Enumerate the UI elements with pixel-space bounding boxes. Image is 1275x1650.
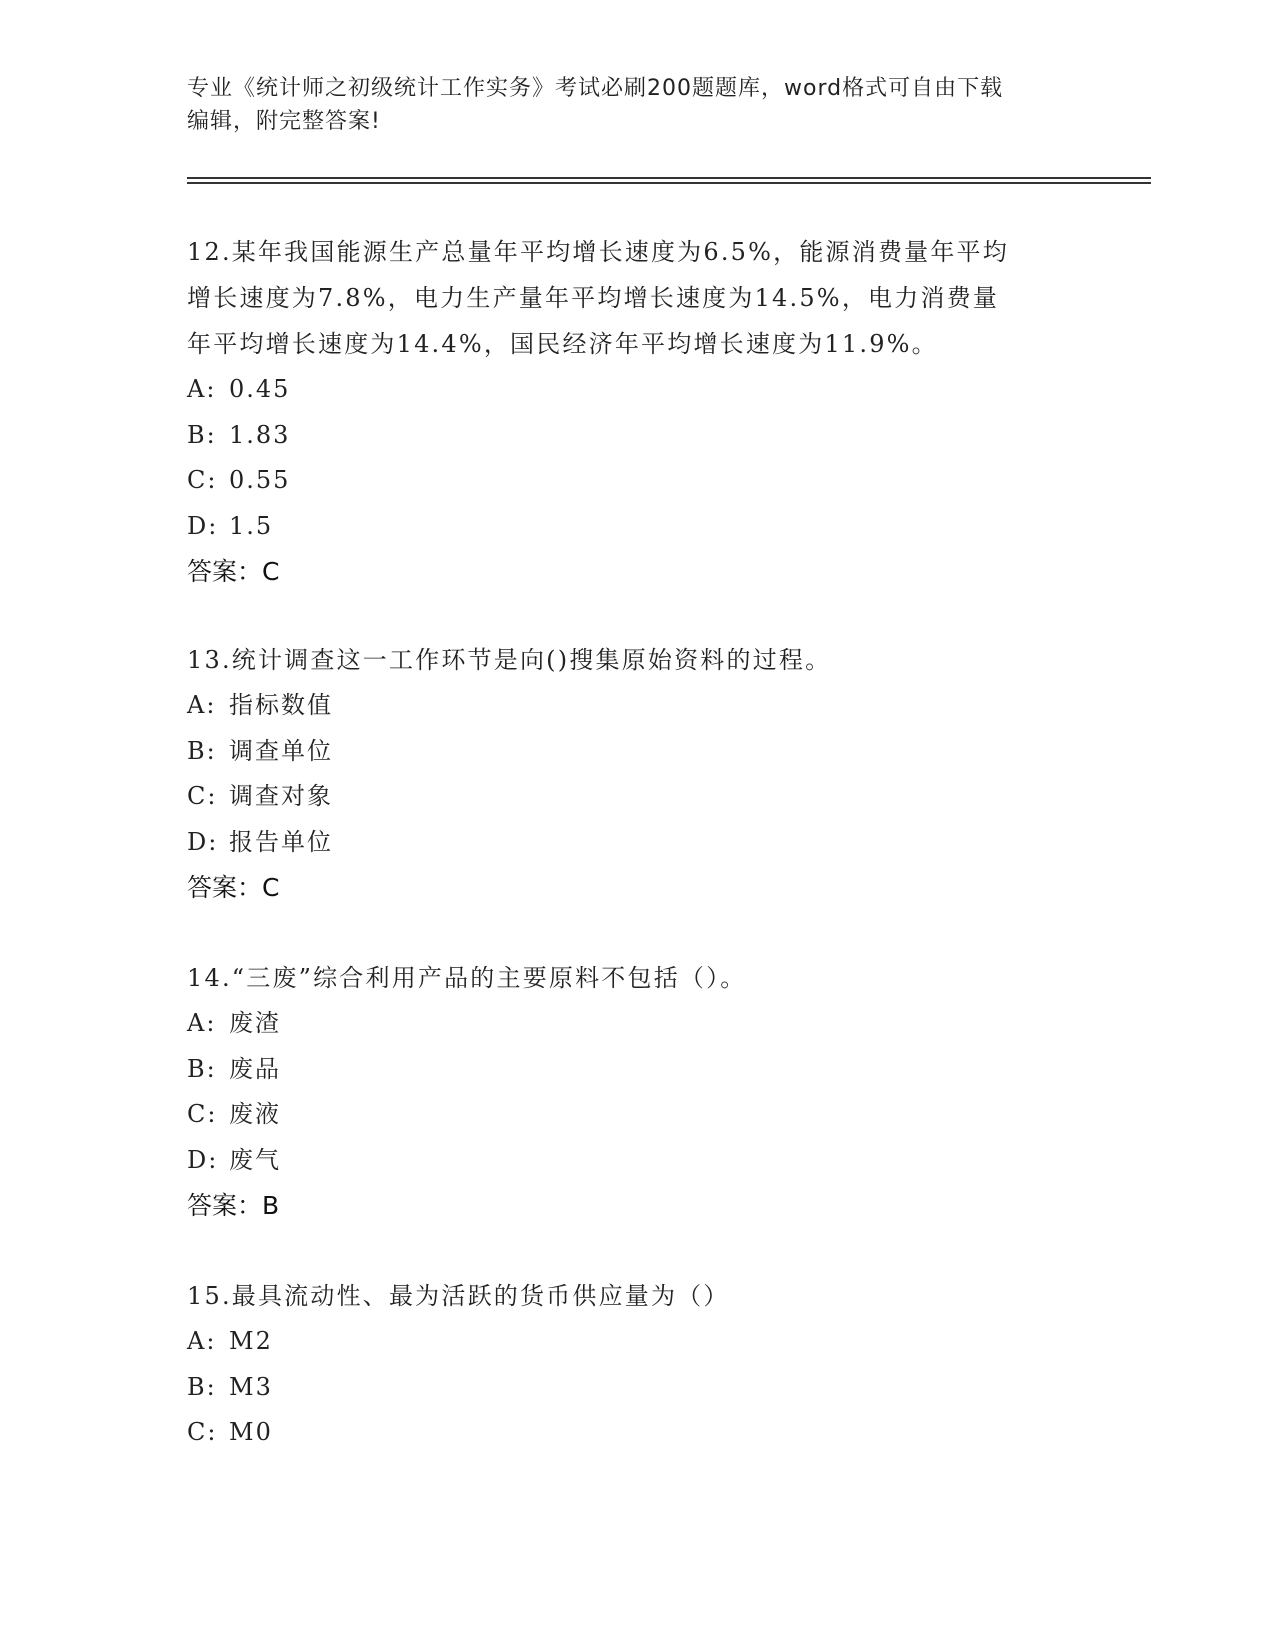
option-letter: C: [187, 1100, 218, 1128]
option-text: 0.45 [229, 375, 291, 403]
question-15 [187, 1273, 1087, 1456]
option-text: 1.5 [229, 511, 274, 540]
option-letter: A: [187, 1009, 217, 1037]
option-letter: A: [187, 1327, 217, 1355]
question-13 [187, 637, 1087, 911]
question-stem-line: 增长速度为7.8%，电力生产量年平均增长速度为14.5%，电力消费量 [187, 284, 1000, 312]
answer-line: 答案：C [187, 557, 280, 586]
document-header [187, 72, 1087, 138]
header-line-2: 编辑，附完整答案! [187, 109, 381, 134]
option-b [187, 1047, 1087, 1093]
option-a [187, 683, 1087, 729]
option-letter: C: [187, 466, 218, 494]
option-letter: A: [187, 691, 217, 719]
option-text: 调查对象 [229, 782, 333, 810]
header-divider-bottom [187, 182, 1151, 184]
answer-line: 答案：C [187, 873, 280, 902]
option-c [187, 1410, 1087, 1456]
option-b [187, 413, 1087, 459]
option-letter: D: [187, 827, 219, 856]
option-b [187, 1365, 1087, 1411]
option-letter: C: [187, 1418, 218, 1446]
option-text: 报告单位 [229, 827, 333, 856]
option-text: 0.55 [229, 466, 291, 494]
option-a [187, 367, 1087, 413]
option-text: 废品 [229, 1054, 281, 1083]
option-text: M0 [229, 1418, 273, 1446]
option-text: 废气 [229, 1145, 281, 1174]
question-stem-line: 12.某年我国能源生产总量年平均增长速度为6.5%，能源消费量年平均 [187, 238, 1009, 266]
option-d [187, 504, 1087, 550]
header-line-1: 专业《统计师之初级统计工作实务》考试必刷200题题库，word格式可自由下载 [187, 76, 1004, 101]
option-letter: D: [187, 1145, 219, 1174]
option-letter: B: [187, 736, 217, 765]
option-text: 废液 [229, 1100, 281, 1128]
question-stem-line: 13.统计调查这一工作环节是向()搜集原始资料的过程。 [187, 646, 832, 674]
option-letter: D: [187, 511, 219, 540]
option-a [187, 1319, 1087, 1365]
option-c [187, 458, 1087, 504]
option-text: M3 [229, 1372, 273, 1401]
option-letter: B: [187, 1054, 217, 1083]
option-c [187, 774, 1087, 820]
option-b [187, 729, 1087, 775]
question-stem-line: 年平均增长速度为14.4%，国民经济年平均增长速度为11.9%。 [187, 330, 938, 358]
option-text: 指标数值 [229, 691, 333, 719]
answer-line: 答案：B [187, 1191, 280, 1220]
option-letter: C: [187, 782, 218, 810]
option-c [187, 1092, 1087, 1138]
option-d [187, 1138, 1087, 1184]
option-letter: B: [187, 420, 217, 449]
question-12 [187, 229, 1087, 595]
option-text: M2 [229, 1327, 273, 1355]
question-stem-line: 14.“三废”综合利用产品的主要原料不包括（）。 [187, 964, 747, 992]
question-14 [187, 955, 1087, 1229]
option-text: 1.83 [229, 420, 291, 449]
option-d [187, 820, 1087, 866]
option-text: 调查单位 [229, 736, 333, 765]
option-letter: A: [187, 375, 217, 403]
option-a [187, 1001, 1087, 1047]
header-divider-top [187, 177, 1151, 179]
option-text: 废渣 [229, 1009, 281, 1037]
option-letter: B: [187, 1372, 217, 1401]
question-stem-line: 15.最具流动性、最为活跃的货币供应量为（） [187, 1282, 730, 1310]
